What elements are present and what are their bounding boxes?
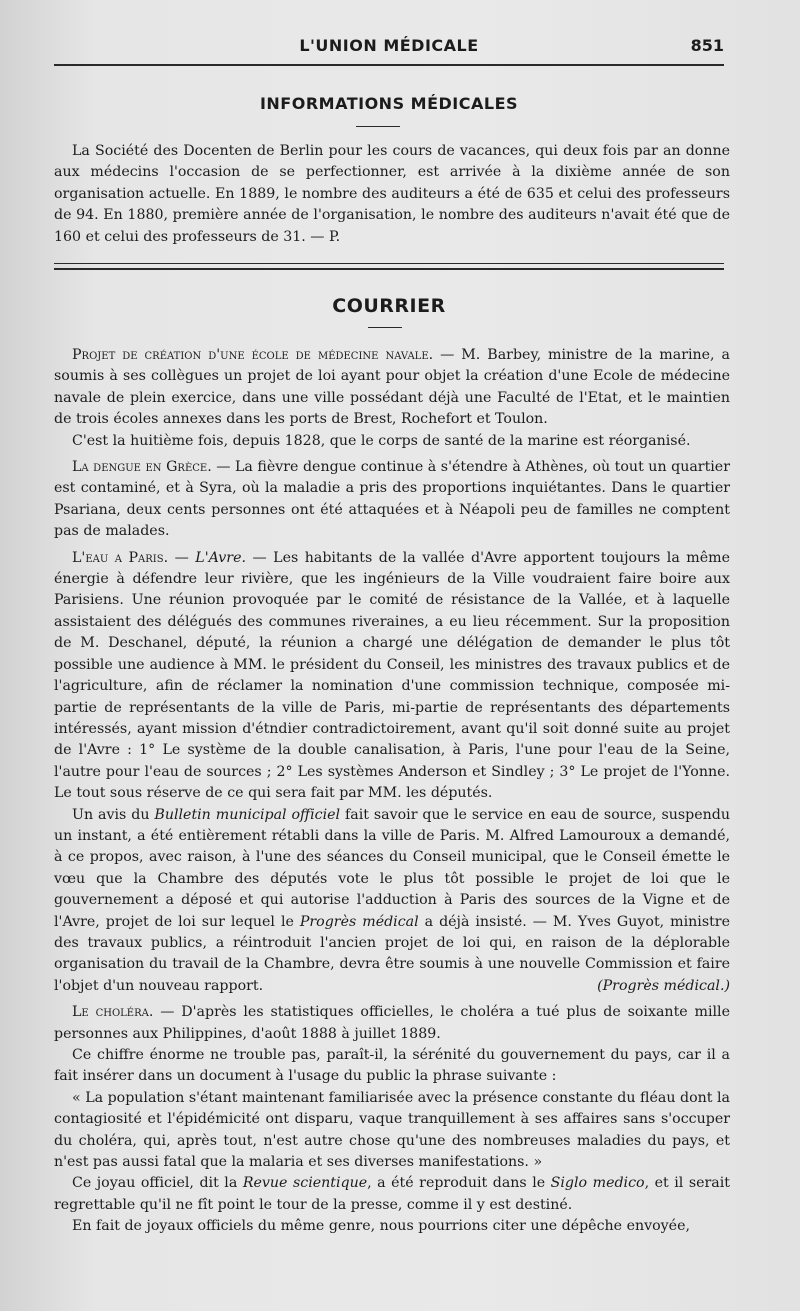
informations-title: INFORMATIONS MÉDICALES: [259, 94, 519, 113]
article-eau-paris-2: [54, 805, 730, 998]
article-cholera: [54, 1002, 730, 1045]
text-run: fait savoir que le service en eau de source, suspendu un instant, a été entièrement rétabli dans la ville de Paris. M. Alfred Lamouroux a demandé, à ce propos, avec raison, à l'une des séances du Conseil municipal, que le Conseil émette le vœu que la Chambre des députés vote le plus tôt possible le projet de loi que le gouvernement a déposé et qui autorise l'adduction à Paris des sources de la Vigne et de l'Avre, projet de loi sur lequel le: [54, 806, 730, 930]
article-cholera-3: [54, 1173, 730, 1216]
article-source: (Progrès médical.): [597, 977, 730, 994]
article-heading: La dengue en Grèce.: [72, 459, 212, 476]
article-continuation: C'est la huitième fois, depuis 1828, que le corps de santé de la marine est réorganisé.: [72, 432, 691, 449]
italic-run: Progrès médical: [299, 913, 419, 930]
italic-run: Siglo medico: [550, 1175, 645, 1192]
section-double-rule-bottom: [54, 268, 724, 270]
article-text: — D'après les statistiques officielles, le choléra a tué plus de soixante mille personnes aux Philippines, d'août 1888 à juillet 1889.: [54, 1004, 730, 1042]
article-heading: Projet de création d'une école de médecine navale.: [72, 347, 434, 363]
article-text: — Les habitants de la vallée d'Avre apportent toujours la même énergie à défendre leur rivière, que les ingénieurs de la Ville voudraient faire boire aux Parisiens. Une réunion provoquée par le comité de résistance de la Vallée, et à laquelle assistaient des délégués des communes riveraines, a eu lieu récemment. Sur la proposition de M. Deschanel, député, la réunion a chargé une délégation de demander le plus tôt possible une audience à MM. le président du Conseil, les ministres des travaux publics et de l'agriculture, afin de réclamer la nomination d'une commission technique, composée mi-partie de représentants de la ville de Paris, mi-partie de représentants des départements intéressés, ayant mission d'étndier contradictoirement, avant qu'il soit donné suite au projet de l'Avre : 1° Le système de la double canalisation, à Paris, l'une pour l'eau de la Seine, l'autre pour l'eau de sources ; 2° Les systèmes Anderson et Sindley ; 3° Le projet de l'Yonne. Le tout sous réserve de ce qui sera fait par MM. les députés.: [54, 549, 730, 802]
article-cholera-quote: « La population s'étant maintenant familiarisée avec la présence constante du fléau dont la contagiosité et l'épidémicité ont disparu, vaque tranquillement à ses affaires sans s'occuper du choléra, qui, après tout, n'est autre chose qu'une des nombreuses maladies du pays, et n'est pas aussi fatal que la malaria et ses diverses manifestations. »: [54, 1089, 730, 1171]
article-heading: Le choléra.: [72, 1004, 154, 1021]
courrier-body: [54, 345, 730, 1238]
article-heading: L'eau a Paris.: [72, 549, 169, 566]
italic-run: Bulletin municipal officiel: [154, 806, 341, 823]
article-text: — M. Barbey, ministre de la marine, a soumis à ses collègues un projet de loi ayant pour objet la création d'une Ecole de médecine navale de plein exercice, dans une ville possédant déjà une Faculté de l'Etat, et le maintien de trois écoles annexes dans les ports de Brest, Rochefort et Toulon.: [54, 347, 730, 428]
page-number: 851: [690, 36, 724, 55]
article-subheading: L'Avre.: [195, 549, 246, 566]
article-cholera-4: En fait de joyaux officiels du même genre, nous pourrions citer une dépêche envoyée,: [72, 1218, 690, 1235]
header-rule: [54, 64, 724, 66]
courrier-underline: [368, 327, 402, 328]
courrier-title: COURRIER: [332, 295, 446, 317]
informations-paragraph: La Société des Docenten de Berlin pour les cours de vacances, qui deux fois par an donne aux médecins l'occasion de se perfectionner, est arrivée à la dixième année de son organisation actuelle. En 1889, le nombre des auditeurs a été de 635 et celui des professeurs de 94. En 1880, première année de l'organisation, le nombre des auditeurs n'avait été que de 160 et celui des professeurs de 31. — P.: [54, 143, 730, 245]
title-underline: [356, 126, 400, 127]
running-head: [54, 36, 724, 56]
text-run: Un avis du: [72, 806, 155, 823]
article-text: — La fièvre dengue continue à s'étendre à Athènes, où tout un quartier est contaminé, et à Syra, où la maladie a pris des proportions inquiétantes. Dans le quartier Psariana, deux cents personnes ont été attaquées et à Néapoli peu de familles ne comptent pas de malades.: [54, 459, 730, 540]
text-run: a déjà insisté. — M. Yves Guyot, ministre des travaux publics, a réintroduit l'ancien projet de loi qui, en raison de la déplorable organisation du travail de la Chambre, devra être soumis à une nouvelle Commission et faire l'objet d'un nouveau rapport.: [54, 913, 730, 994]
journal-title: L'UNION MÉDICALE: [299, 36, 479, 55]
article-eau-paris: L'eau a Paris. — L'Avre. — Les habitants de la vallée d'Avre apportent toujours la même énergie à défendre leur rivière, que les ingénieurs de la Ville voudraient faire boire aux Parisiens. Une réunion provoquée par le comité de résistance de la Vallée, et à laquelle assistaient des délégués des communes riveraines, a eu lieu récemment. Sur la proposition de M. Deschanel, député, la réunion a chargé une délégation de demander le plus tôt possible une audience à MM. le président du Conseil, les ministres des travaux publics et de l'agriculture, afin de réclamer la nomination d'une commission technique, composée mi-partie de représentants de la ville de Paris, mi-partie de représentants des départements intéressés, ayant mission d'étndier contradictoirement, avant qu'il soit donné suite au projet de l'Avre : 1° Le système de la double canalisation, à Paris, l'une pour l'eau de la Seine, l'autre pour l'eau de sources ; 2° Les systèmes Anderson et Sindley ; 3° Le projet de l'Yonne. Le tout sous réserve de ce qui sera fait par MM. les députés.: [54, 549, 730, 802]
article-dengue: [54, 457, 730, 543]
text-run: , a été reproduit dans le: [367, 1175, 551, 1192]
article-ecole-navale: [54, 345, 730, 431]
italic-run: Revue scientique: [242, 1175, 368, 1192]
text-run: Ce joyau officiel, dit la: [72, 1175, 243, 1192]
section-double-rule-top: [54, 263, 724, 264]
text-run: , et il serait regrettable qu'il ne fît point le tour de la presse, comme il y est destiné.: [54, 1175, 730, 1213]
article-cholera-2: Ce chiffre énorme ne trouble pas, paraît-il, la sérénité du gouvernement du pays, car il a fait insérer dans un document à l'usage du public la phrase suivante :: [54, 1047, 730, 1085]
informations-body: [54, 141, 730, 248]
